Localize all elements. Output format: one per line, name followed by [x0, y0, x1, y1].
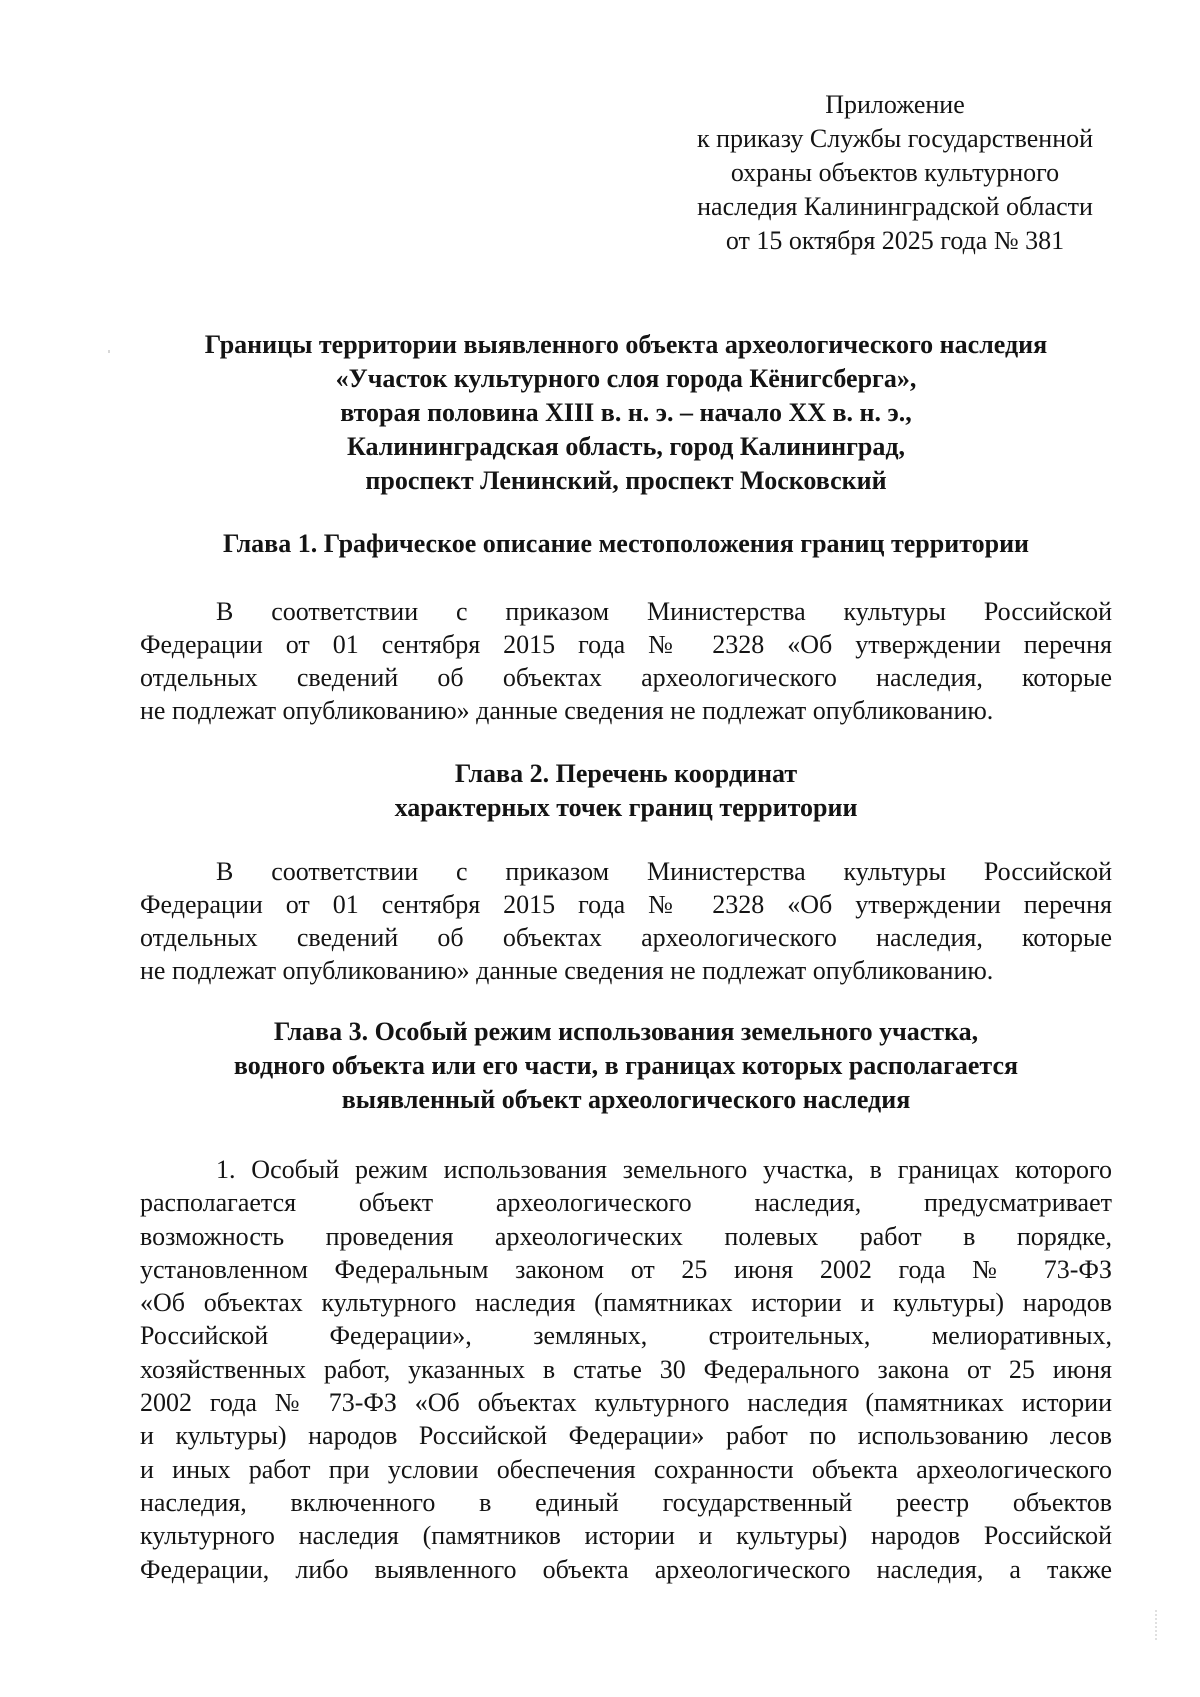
paragraph-line: не подлежат опубликованию» данные сведения не подлежат опубликованию. — [140, 956, 994, 985]
paragraph-line: 1. Особый режим использования земельного участка, в границах которого — [216, 1155, 1112, 1184]
scan-edge-mark — [1155, 1610, 1161, 1640]
heading-line: выявленный объект археологического наследия — [341, 1085, 911, 1114]
document-title — [140, 328, 1112, 498]
chapter-2-heading — [140, 757, 1112, 825]
paragraph-line: 2002 года № 73-ФЗ «Об объектах культурного наследия (памятниках истории — [140, 1388, 1112, 1418]
title-line: Границы территории выявленного объекта археологического наследия — [204, 330, 1048, 359]
paragraph-line: «Об объектах культурного наследия (памятниках истории и культуры) народов — [140, 1288, 1112, 1318]
heading-line: Глава 3. Особый режим использования земельного участка, — [273, 1017, 979, 1046]
paragraph-line: возможность проведения археологических полевых работ в порядке, — [140, 1221, 1112, 1251]
paragraph-line: В соответствии с приказом Министерства культуры Российской — [216, 857, 1112, 886]
paragraph-line: культурного наследия (памятников истории и культуры) народов Российской — [140, 1521, 1112, 1551]
paragraph-line: наследия, включенного в единый государственный реестр объектов — [140, 1487, 1112, 1517]
chapter-2-paragraph — [140, 855, 1112, 987]
title-line: Калининградская область, город Калининград, — [346, 432, 906, 461]
paragraph-line: и культуры) народов Российской Федерации» работ по использованию лесов — [140, 1421, 1112, 1451]
appendix-line: Приложение — [825, 90, 965, 119]
paragraph-line: Российской Федерации», земляных, строительных, мелиоративных, — [140, 1321, 1112, 1351]
appendix-line: к приказу Службы государственной — [696, 124, 1094, 153]
scan-speck — [108, 350, 110, 353]
heading-line: характерных точек границ территории — [394, 793, 858, 822]
heading-line: Глава 2. Перечень координат — [454, 759, 798, 788]
paragraph-line: отдельных сведений об объектах археологического наследия, которые — [140, 663, 1112, 692]
paragraph-line: Федерации от 01 сентября 2015 года № 2328 «Об утверждении перечня — [140, 630, 1112, 659]
chapter-3-heading — [140, 1015, 1112, 1117]
paragraph-line: не подлежат опубликованию» данные сведения не подлежат опубликованию. — [140, 696, 994, 725]
title-line: проспект Ленинский, проспект Московский — [365, 466, 887, 495]
paragraph-line: В соответствии с приказом Министерства культуры Российской — [216, 597, 1112, 626]
paragraph-line: располагается объект археологического наследия, предусматривает — [140, 1188, 1112, 1218]
appendix-header — [660, 88, 1130, 258]
paragraph-line: отдельных сведений об объектах археологического наследия, которые — [140, 923, 1112, 952]
chapter-3-paragraph — [140, 1153, 1112, 1586]
heading-line: водного объекта или его части, в границах которых располагается — [233, 1051, 1019, 1080]
paragraph-line: Федерации от 01 сентября 2015 года № 2328 «Об утверждении перечня — [140, 890, 1112, 919]
appendix-line: охраны объектов культурного — [730, 158, 1060, 187]
paragraph-line: установленном Федеральным законом от 25 июня 2002 года № 73-ФЗ — [140, 1254, 1112, 1284]
heading-line: Глава 1. Графическое описание местоположения границ территории — [222, 529, 1030, 558]
paragraph-line: хозяйственных работ, указанных в статье 30 Федерального закона от 25 июня — [140, 1354, 1112, 1384]
chapter-1-heading — [140, 527, 1112, 561]
appendix-line: от 15 октября 2025 года № 381 — [725, 226, 1065, 255]
paragraph-line: и иных работ при условии обеспечения сохранности объекта археологического — [140, 1454, 1112, 1484]
title-line: «Участок культурного слоя города Кёнигсберга», — [335, 364, 917, 393]
chapter-1-paragraph — [140, 595, 1112, 727]
appendix-line: наследия Калининградской области — [697, 192, 1093, 221]
title-line: вторая половина XIII в. н. э. – начало XX в. н. э., — [340, 398, 912, 427]
paragraph-line: Федерации, либо выявленного объекта археологического наследия, а также — [140, 1554, 1112, 1584]
